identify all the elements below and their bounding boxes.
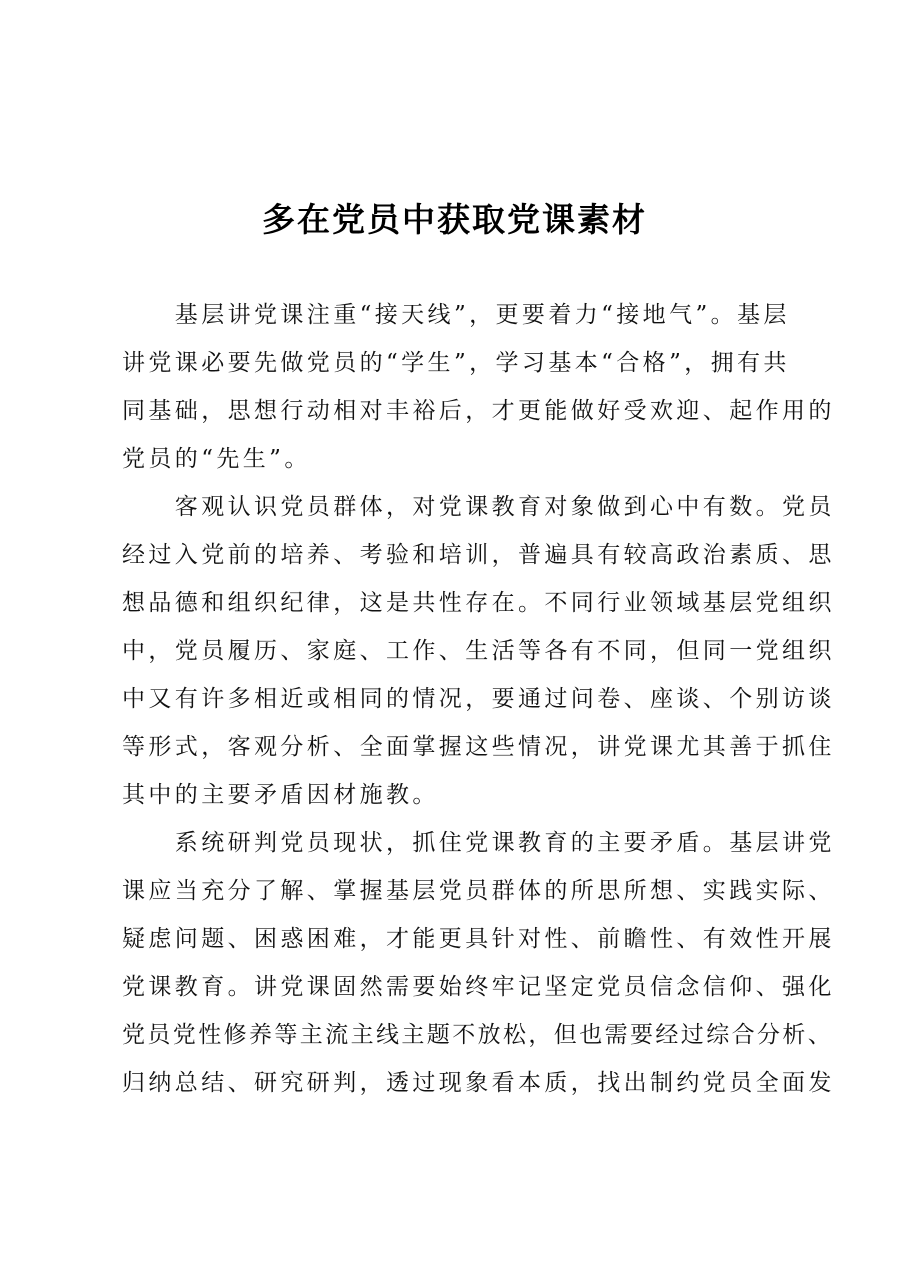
body-line: 中又有许多相近或相同的情况，要通过问卷、座谈、个别访谈	[122, 686, 835, 712]
body-line: 基层讲党课注重“接天线”，更要着力“接地气”。基层	[122, 302, 790, 328]
body-line: 疑虑问题、困惑困难，才能更具针对性、前瞻性、有效性开展	[122, 926, 835, 952]
body-line: 等形式，客观分析、全面掌握这些情况，讲党课尤其善于抓住	[122, 734, 835, 760]
document-title: 多在党员中获取党课素材	[262, 200, 647, 239]
body-line: 归纳总结、研究研判，透过现象看本质，找出制约党员全面发	[122, 1070, 835, 1096]
body-line: 想品德和组织纪律，这是共性存在。不同行业领域基层党组织	[122, 590, 835, 616]
body-line: 中，党员履历、家庭、工作、生活等各有不同，但同一党组织	[122, 638, 835, 664]
body-line: 党员党性修养等主流主线主题不放松，但也需要经过综合分析、	[122, 1022, 834, 1048]
body-line: 客观认识党员群体，对党课教育对象做到心中有数。党员	[122, 494, 835, 520]
body-line: 课应当充分了解、掌握基层党员群体的所思所想、实践实际、	[122, 878, 835, 904]
body-line: 系统研判党员现状，抓住党课教育的主要矛盾。基层讲党	[122, 830, 835, 856]
body-line: 经过入党前的培养、考验和培训，普遍具有较高政治素质、思	[122, 542, 835, 568]
body-line: 讲党课必要先做党员的“学生”，学习基本“合格”，拥有共	[122, 350, 790, 376]
body-line: 党课教育。讲党课固然需要始终牢记坚定党员信念信仰、强化	[122, 974, 835, 1000]
body-line: 党员的“先生”。	[122, 446, 311, 472]
body-line: 同基础，思想行动相对丰裕后，才更能做好受欢迎、起作用的	[122, 398, 835, 424]
body-line: 其中的主要矛盾因材施教。	[122, 782, 439, 808]
